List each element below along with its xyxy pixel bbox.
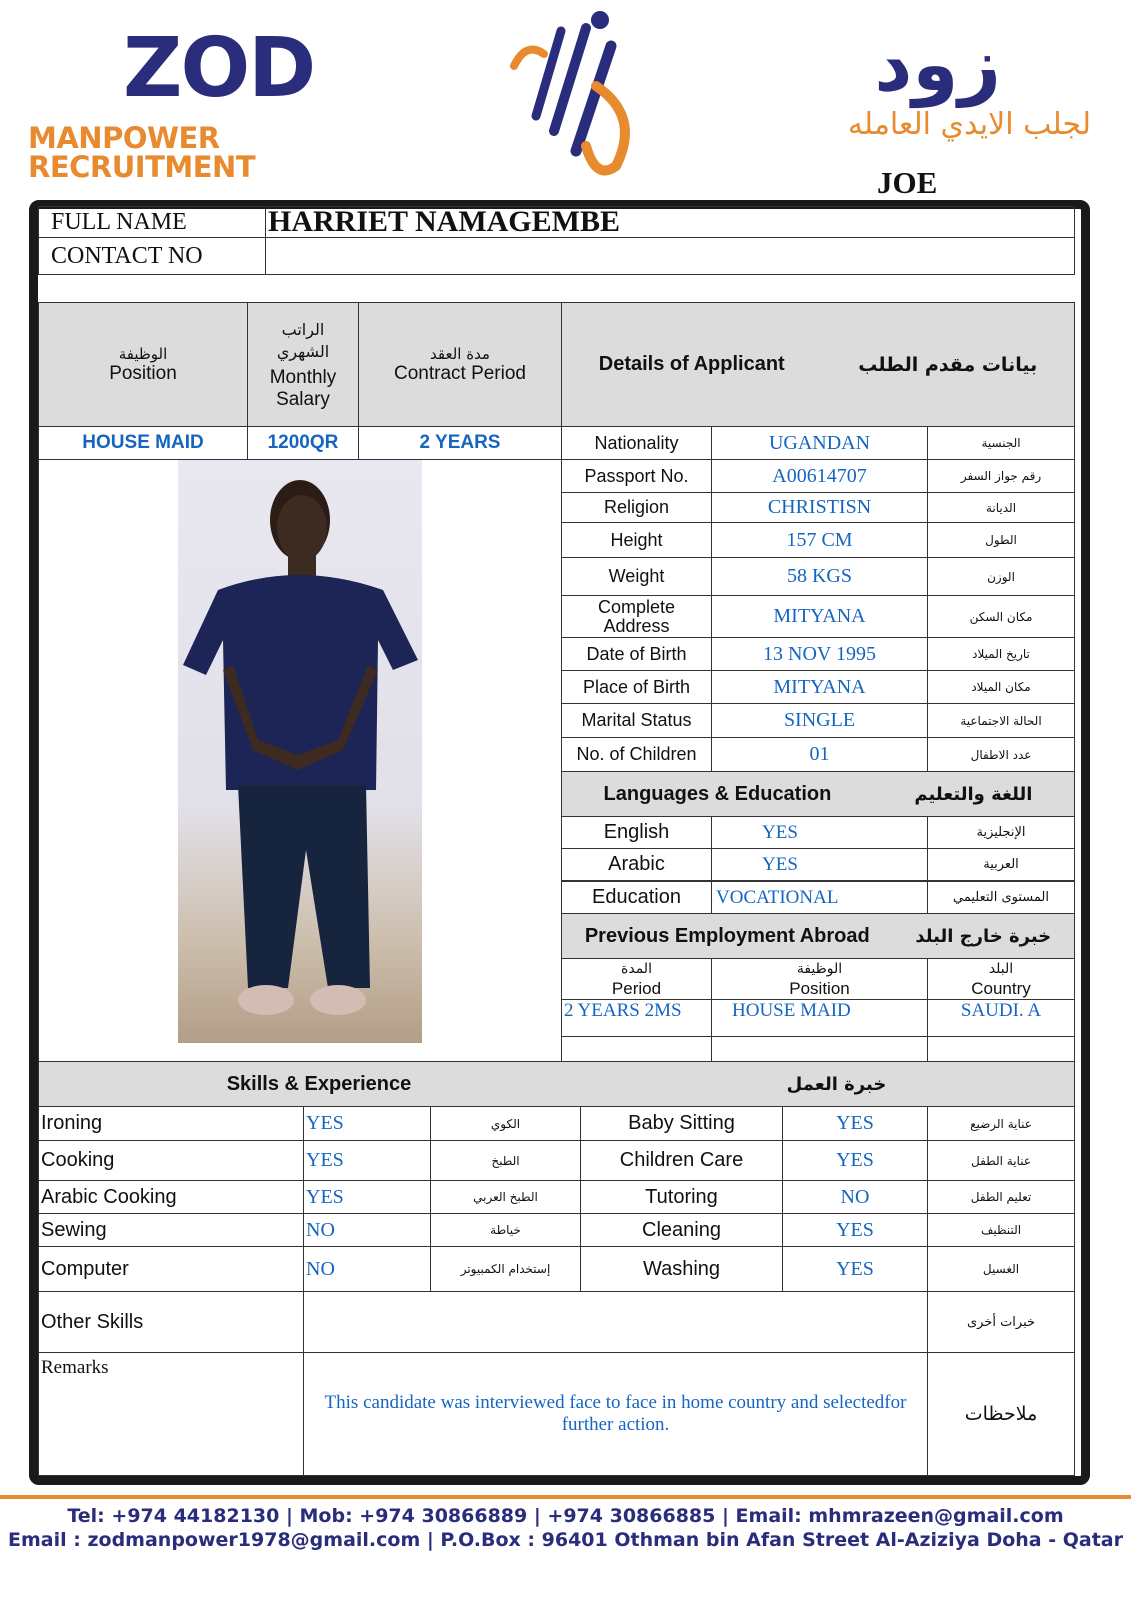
salary-header bbox=[247, 302, 359, 427]
contract-value: 2 YEARS bbox=[358, 426, 562, 460]
contact-value bbox=[265, 237, 1075, 275]
detail-label-ar: تاريخ الميلاد bbox=[927, 637, 1075, 671]
brand-tagline-arabic: لجلب الايدي العامله bbox=[847, 107, 1091, 142]
detail-value: SINGLE bbox=[711, 703, 928, 738]
employment-country-ar: البلد bbox=[988, 961, 1014, 977]
details-title-ar: بيانات مقدم الطلب bbox=[858, 353, 1038, 376]
contact-label: CONTACT NO bbox=[38, 237, 266, 275]
employment-header bbox=[561, 913, 1075, 959]
employment-country-value: SAUDI. A bbox=[927, 999, 1075, 1037]
applicant-photo bbox=[178, 460, 422, 1043]
skills-title-ar: خبرة العمل bbox=[786, 1073, 887, 1095]
employment-period-value: 2 YEARS 2MS bbox=[561, 999, 712, 1037]
footer-line-1: Tel: +974 44182130 | Mob: +974 30866889 | +974 30866885 | Email: mhmrazeen@gmail.com bbox=[67, 1505, 1064, 1527]
full-name-value: HARRIET NAMAGEMBE bbox=[265, 206, 1075, 238]
language-label: English bbox=[561, 816, 712, 849]
employment-country-header bbox=[927, 958, 1075, 1000]
contract-header-ar: مدة العقد bbox=[430, 344, 490, 363]
language-label: Education bbox=[561, 881, 712, 914]
skill-label-ar: الغسيل bbox=[927, 1246, 1075, 1292]
skill-label-ar: إستخدام الكمبيوتر bbox=[430, 1246, 581, 1292]
company-logo-english bbox=[28, 21, 408, 184]
reference-code: JOE bbox=[877, 165, 938, 200]
skill-label: Children Care bbox=[580, 1140, 783, 1181]
detail-label-ar: الوزن bbox=[927, 557, 1075, 596]
skill-label: Tutoring bbox=[580, 1180, 783, 1214]
remarks-text: This candidate was interviewed face to face in home country and selectedfor further action. bbox=[303, 1352, 928, 1476]
skill-value: YES bbox=[303, 1140, 431, 1181]
detail-label: Nationality bbox=[561, 426, 712, 460]
detail-label-ar: الطول bbox=[927, 522, 1075, 558]
skill-label-ar: التنظيف bbox=[927, 1213, 1075, 1247]
detail-label-ar: الجنسية bbox=[927, 426, 1075, 460]
brand-tagline: MANPOWER RECRUITMENT bbox=[28, 121, 256, 184]
employment-country-en: Country bbox=[971, 979, 1031, 998]
employment-period-header bbox=[561, 958, 712, 1000]
full-name-label: FULL NAME bbox=[38, 206, 266, 238]
employment-title-ar: خبرة خارج البلد bbox=[915, 925, 1052, 947]
detail-value: UGANDAN bbox=[711, 426, 928, 460]
position-header-en: Position bbox=[109, 362, 177, 384]
detail-label-ar: الحالة الاجتماعية bbox=[927, 703, 1075, 738]
skill-label-ar: الطبخ العربي bbox=[430, 1180, 581, 1214]
remarks-ar: ملاحظات bbox=[927, 1352, 1075, 1476]
skill-label-ar: خياطة bbox=[430, 1213, 581, 1247]
skill-value: YES bbox=[782, 1213, 928, 1247]
skill-label: Washing bbox=[580, 1246, 783, 1292]
footer-line-2: Email : zodmanpower1978@gmail.com | P.O.Box : 96401 Othman bin Afan Street Al-Aziziya Doha - Qatar bbox=[8, 1529, 1123, 1551]
skill-value: YES bbox=[782, 1246, 928, 1292]
employment-period-ar: المدة bbox=[621, 961, 652, 977]
skill-label-ar: تعليم الطفل bbox=[927, 1180, 1075, 1214]
detail-label-ar: مكان السكن bbox=[927, 595, 1075, 638]
detail-label: Weight bbox=[561, 557, 712, 596]
detail-value: A00614707 bbox=[711, 459, 928, 493]
detail-label: Place of Birth bbox=[561, 670, 712, 704]
skill-label-ar: الطبخ bbox=[430, 1140, 581, 1181]
detail-label: Date of Birth bbox=[561, 637, 712, 671]
employment-empty-cell bbox=[711, 1036, 928, 1062]
skill-value: YES bbox=[303, 1180, 431, 1214]
position-value: HOUSE MAID bbox=[38, 426, 248, 460]
employment-period-en: Period bbox=[611, 979, 662, 998]
brand-name: ZOD bbox=[123, 21, 315, 116]
language-label-ar: الإنجليزية bbox=[927, 816, 1075, 849]
position-header bbox=[38, 302, 248, 427]
detail-value: 58 KGS bbox=[711, 557, 928, 596]
detail-label: Height bbox=[561, 522, 712, 558]
contract-header-en: Contract Period bbox=[393, 362, 526, 384]
salary-header-ar-2: الشهري bbox=[276, 341, 330, 361]
salary-header-en-2: Salary bbox=[276, 388, 330, 410]
footer-divider bbox=[0, 1495, 1131, 1499]
other-skills-label: Other Skills bbox=[38, 1291, 304, 1353]
skill-value: YES bbox=[782, 1106, 928, 1141]
detail-label-ar: الديانة bbox=[927, 492, 1075, 523]
language-label-ar: العربية bbox=[927, 848, 1075, 881]
position-header-ar: الوظيفة bbox=[118, 344, 168, 363]
detail-value: MITYANA bbox=[711, 595, 928, 638]
skill-label: Cooking bbox=[38, 1140, 304, 1181]
detail-label-ar: رقم جواز السفر bbox=[927, 459, 1075, 493]
skills-header bbox=[38, 1061, 1075, 1107]
detail-value: 13 NOV 1995 bbox=[711, 637, 928, 671]
skill-label: Ironing bbox=[38, 1106, 304, 1141]
skill-value: YES bbox=[303, 1106, 431, 1141]
employment-title-en: Previous Employment Abroad bbox=[584, 924, 870, 947]
skill-label: Arabic Cooking bbox=[38, 1180, 304, 1214]
languages-title-ar: اللغة والتعليم bbox=[914, 783, 1033, 805]
detail-value: 01 bbox=[711, 737, 928, 772]
contract-header bbox=[358, 302, 562, 427]
remarks-label: Remarks bbox=[38, 1352, 304, 1476]
details-title-en: Details of Applicant bbox=[598, 353, 785, 375]
skills-title-en: Skills & Experience bbox=[226, 1072, 412, 1095]
detail-label-ar: مكان الميلاد bbox=[927, 670, 1075, 704]
detail-label-ar: عدد الاطفال bbox=[927, 737, 1075, 772]
employment-position-ar: الوظيفة bbox=[796, 961, 843, 977]
detail-value: MITYANA bbox=[711, 670, 928, 704]
other-skills-ar: خبرات أخرى bbox=[927, 1291, 1075, 1353]
skill-label: Sewing bbox=[38, 1213, 304, 1247]
footer-contact bbox=[0, 1504, 1131, 1552]
company-logo-arabic bbox=[761, 22, 1091, 142]
detail-label: Passport No. bbox=[561, 459, 712, 493]
skill-value: YES bbox=[782, 1140, 928, 1181]
detail-label: Religion bbox=[561, 492, 712, 523]
language-label: Arabic bbox=[561, 848, 712, 881]
skill-label-ar: عناية الرضيع bbox=[927, 1106, 1075, 1141]
employment-position-header bbox=[711, 958, 928, 1000]
skill-label: Baby Sitting bbox=[580, 1106, 783, 1141]
skill-value: NO bbox=[782, 1180, 928, 1214]
skill-label: Cleaning bbox=[580, 1213, 783, 1247]
details-header bbox=[561, 302, 1075, 427]
skill-value: NO bbox=[303, 1213, 431, 1247]
skill-label-ar: الكوي bbox=[430, 1106, 581, 1141]
detail-value: 157 CM bbox=[711, 522, 928, 558]
employment-empty-cell bbox=[561, 1036, 712, 1062]
employment-position-en: Position bbox=[789, 979, 850, 998]
detail-label: No. of Children bbox=[561, 737, 712, 772]
detail-label: Marital Status bbox=[561, 703, 712, 738]
skill-label-ar: عناية الطفل bbox=[927, 1140, 1075, 1181]
languages-header bbox=[561, 771, 1075, 817]
other-skills-value bbox=[303, 1291, 928, 1353]
detail-value: CHRISTISN bbox=[711, 492, 928, 523]
salary-value: 1200QR bbox=[247, 426, 359, 460]
language-value: YES bbox=[711, 848, 928, 881]
languages-title-en: Languages & Education bbox=[603, 782, 832, 805]
skill-label: Computer bbox=[38, 1246, 304, 1292]
brand-name-arabic: زود bbox=[874, 22, 1001, 108]
language-label-ar: المستوى التعليمي bbox=[927, 881, 1075, 914]
salary-header-ar-1: الراتب bbox=[281, 319, 325, 339]
salary-header-en-1: Monthly bbox=[269, 366, 337, 388]
employment-position-value: HOUSE MAID bbox=[711, 999, 928, 1037]
skill-value: NO bbox=[303, 1246, 431, 1292]
language-value: VOCATIONAL bbox=[711, 881, 928, 914]
employment-empty-cell bbox=[927, 1036, 1075, 1062]
language-value: YES bbox=[711, 816, 928, 849]
company-logo-mark bbox=[506, 6, 642, 181]
detail-label: Complete Address bbox=[561, 595, 712, 638]
